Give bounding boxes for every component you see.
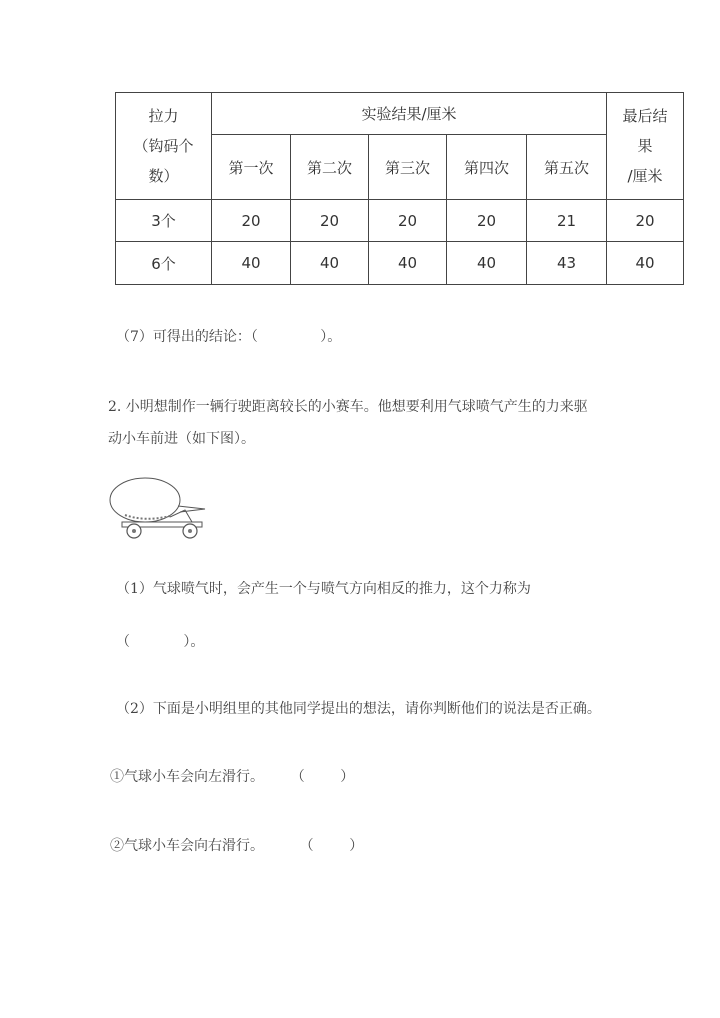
header-final-line: 最后结 [622,107,668,125]
cell-force: 6个 [116,242,212,285]
header-trial-1: 第一次 [212,135,291,200]
experiment-results-table [115,92,684,285]
cell-value: 21 [527,200,607,242]
cell-final: 20 [607,200,684,242]
header-force-line: 数） [148,167,179,185]
subquestion-1-line-2: （ ）。 [116,634,205,650]
cell-value: 20 [369,200,447,242]
table-row [116,242,684,285]
cell-value: 40 [291,242,369,285]
header-trial-4: 第四次 [447,135,527,200]
subquestion-1-line-1: （1）气球喷气时，会产生一个与喷气方向相反的推力，这个力称为 [116,581,531,597]
cell-value: 20 [447,200,527,242]
header-trial-5: 第五次 [527,135,607,200]
question-7: （7）可得出的结论：（ ）。 [116,329,342,345]
header-final-line: 果 [637,137,653,155]
cell-value: 40 [212,242,291,285]
question-2-line-1: 2. 小明想制作一辆行驶距离较长的小赛车。他想要利用气球喷气产生的力来驱 [108,399,588,415]
cell-final: 40 [607,242,684,285]
balloon-car-illustration [100,470,220,545]
subquestion-2: （2）下面是小明组里的其他同学提出的想法，请你判断他们的说法是否正确。 [116,701,601,717]
judgement-2: ②气球小车会向右滑行。 （ ） [110,838,364,854]
header-trial-2: 第二次 [291,135,369,200]
table-row [116,200,684,242]
judgement-1: ①气球小车会向左滑行。 （ ） [110,769,355,785]
header-force-line: 拉力 [148,107,179,125]
header-force-line: （钩码个 [133,137,194,155]
cell-value: 20 [291,200,369,242]
header-final-line: /厘米 [627,167,663,185]
cell-value: 20 [212,200,291,242]
header-force [116,93,212,200]
header-results: 实验结果/厘米 [212,93,607,135]
header-trial-3: 第三次 [369,135,447,200]
header-final [607,93,684,200]
cell-value: 43 [527,242,607,285]
question-2-line-2: 动小车前进（如下图）。 [108,431,255,447]
cell-force: 3个 [116,200,212,242]
cell-value: 40 [369,242,447,285]
cell-value: 40 [447,242,527,285]
